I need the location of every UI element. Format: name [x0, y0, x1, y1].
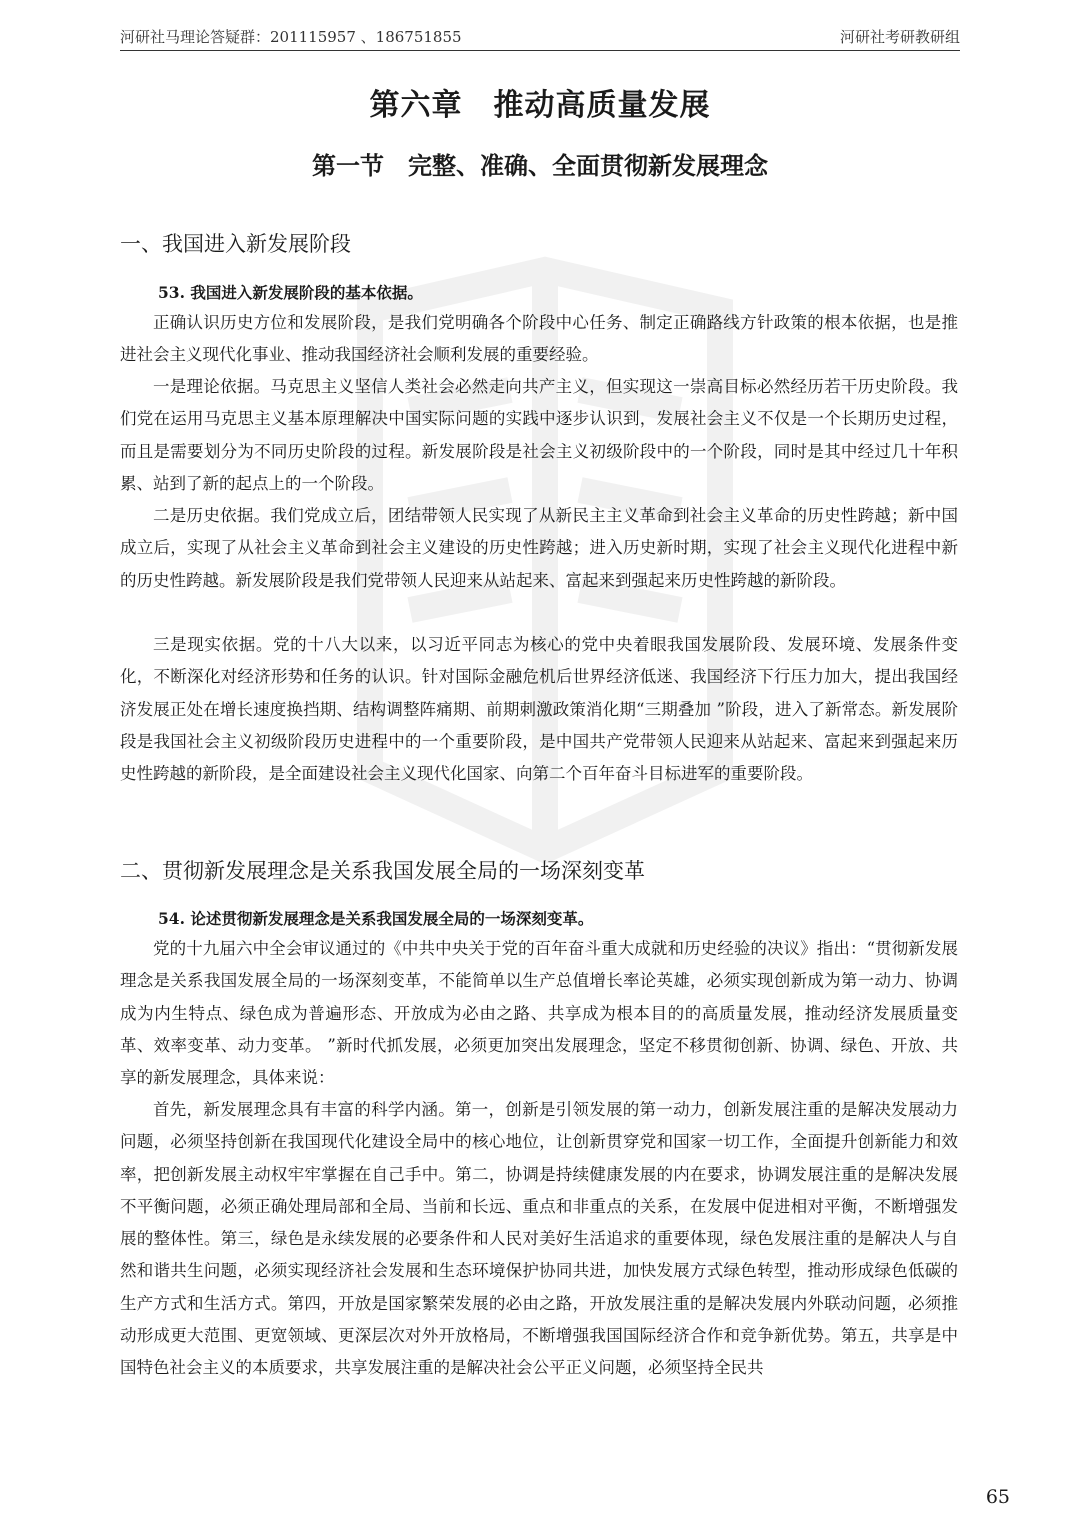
- chapter-title: 第六章 推动高质量发展: [369, 88, 711, 123]
- paragraph: 正确认识历史方位和发展阶段，是我们党明确各个阶段中心任务、制定正确路线方针政策的根本依据，也是推进社会主义现代化事业、推动我国经济社会顺利发展的重要经验。: [120, 313, 958, 365]
- paragraph: 三是现实依据。党的十八大以来，以习近平同志为核心的党中央着眼我国发展阶段、发展环境、发展条件变化，不断深化对经济形势和任务的认识。针对国际金融危机后世界经济低迷、我国经济下行压力加大，提出我国经济发展正处在增长速度换挡期、结构调整阵痛期、前期刺激政策消化期“三期叠加 ”阶段，进入了新常态。新发展阶段是我国社会主义初级阶段历史进程中的一个重要阶段，是中国共产党带领人民迎来从站起来、富起来到强起来历史性跨越的新阶段，是全面建设社会主义现代化国家、向第二个百年奋斗目标进军的重要阶段。: [120, 635, 958, 784]
- paragraph: 党的十九届六中全会审议通过的《中共中央关于党的百年奋斗重大成就和历史经验的决议》指出：“贯彻新发展理念是关系我国发展全局的一场深刻变革，不能简单以生产总值增长率论英雄，必须实现创新成为第一动力、协调成为内生特点、绿色成为普遍形态、开放成为必由之路、共享成为根本目的的高质量发展，推动经济发展质量变革、效率变革、动力变革。 ”新时代抓发展，必须更加突出发展理念，坚定不移贯彻创新、协调、绿色、开放、共享的新发展理念，具体来说：: [120, 939, 958, 1088]
- paragraph: 首先，新发展理念具有丰富的科学内涵。第一，创新是引领发展的第一动力，创新发展注重的是解决发展动力问题，必须坚持创新在我国现代化建设全局中的核心地位，让创新贯穿党和国家一切工作，全面提升创新能力和效率，把创新发展主动权牢牢掌握在自己手中。第二，协调是持续健康发展的内在要求，协调发展注重的是解决发展不平衡问题，必须正确处理局部和全局、当前和长远、重点和非重点的关系，在发展中促进相对平衡，不断增强发展的整体性。第三，绿色是永续发展的必要条件和人民对美好生活追求的重要体现，绿色发展注重的是解决人与自然和谐共生问题，必须实现经济社会发展和生态环境保护协同共进，加快发展方式绿色转型，推动形成绿色低碳的生产方式和生活方式。第四，开放是国家繁荣发展的必由之路，开放发展注重的是解决发展内外联动问题，必须推动形成更大范围、更宽领域、更深层次对外开放格局，不断增强我国国际经济合作和竞争新优势。第五，共享是中国特色社会主义的本质要求，共享发展注重的是解决社会公平正义问题，必须坚持全民共: [120, 1100, 958, 1378]
- paragraph: 一是理论依据。马克思主义坚信人类社会必然走向共产主义，但实现这一崇高目标必然经历若干历史阶段。我们党在运用马克思主义基本原理解决中国实际问题的实践中逐步认识到，发展社会主义不仅是一个长期历史过程，而且是需要划分为不同历史阶段的过程。新发展阶段是社会主义初级阶段中的一个阶段，同时是其中经过几十年积累、站到了新的起点上的一个阶段。: [120, 377, 958, 493]
- question-53: 53. 我国进入新发展阶段的基本依据。: [158, 283, 423, 302]
- paragraph: 二是历史依据。我们党成立后，团结带领人民实现了从新民主主义革命到社会主义革命的历史性跨越；新中国成立后，实现了从社会主义革命到社会主义建设的历史性跨越；进入历史新时期，实现了社会主义现代化进程中新的历史性跨越。新发展阶段是我们党带领人民迎来从站起来、富起来到强起来历史性跨越的新阶段。: [120, 506, 958, 590]
- header-right-text: 河研社考研教研组: [839, 28, 960, 46]
- part1-heading: 一、我国进入新发展阶段: [120, 232, 351, 256]
- page-number: 65: [985, 1486, 1010, 1508]
- part2-heading: 二、贯彻新发展理念是关系我国发展全局的一场深刻变革: [120, 859, 645, 883]
- question-54: 54. 论述贯彻新发展理念是关系我国发展全局的一场深刻变革。: [158, 909, 594, 928]
- header-left-text: 河研社马理论答疑群：201115957 、186751855: [120, 28, 462, 46]
- section-title: 第一节 完整、准确、全面贯彻新发展理念: [312, 152, 768, 180]
- page-header: [120, 24, 960, 51]
